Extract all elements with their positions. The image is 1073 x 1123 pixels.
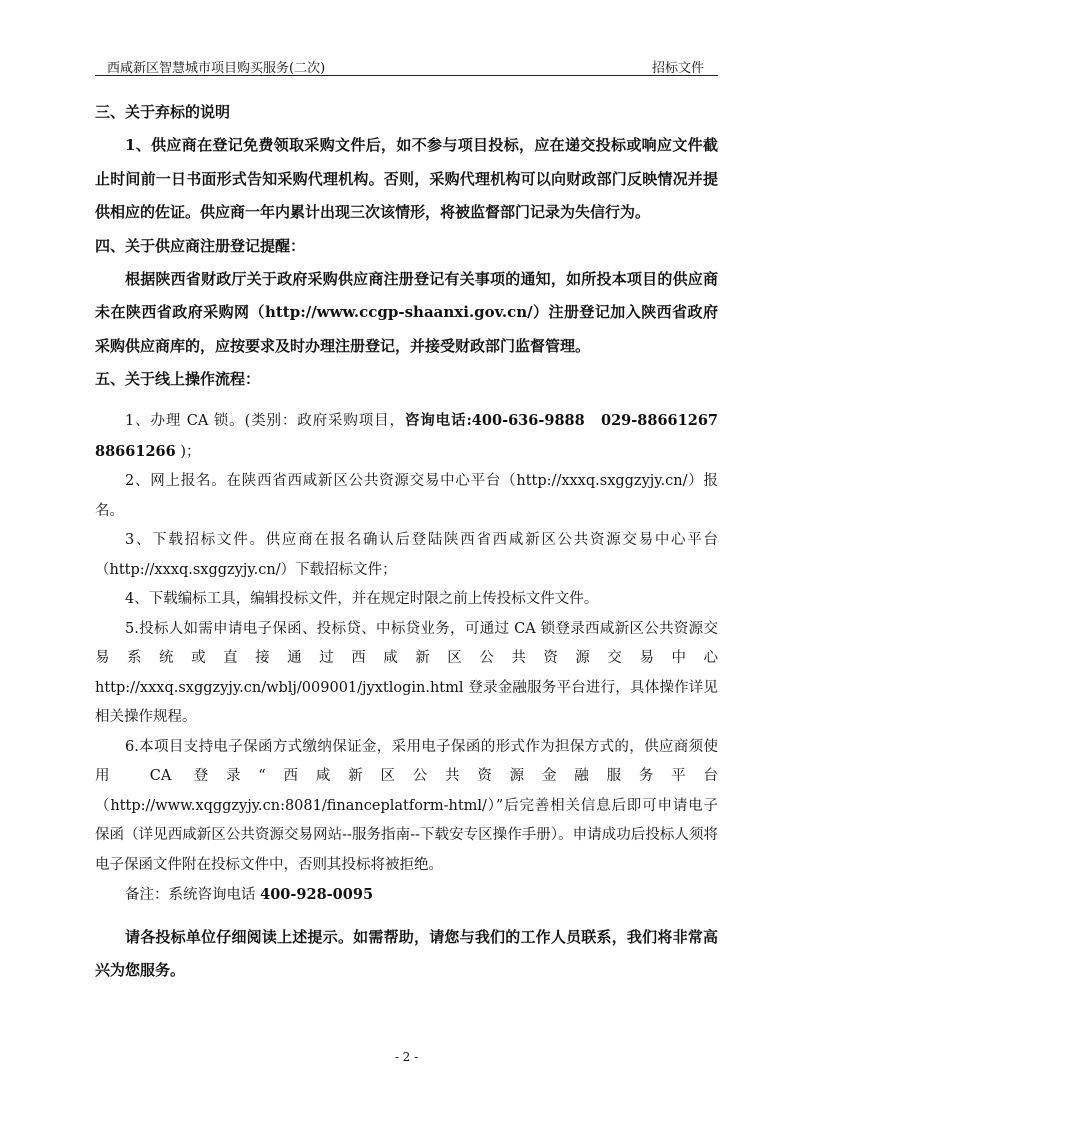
section4-paragraph: 根据陕西省财政厅关于政府采购供应商注册登记有关事项的通知，如所投本项目的供应商未在陕西省政府采购网（http://www.ccgp-shaanxi.gov.cn/）注册登记加入陕西省政府采购供应商库的，应按要求及时办理注册登记，并接受财政部门监督管理。: [95, 269, 718, 355]
page-header: [95, 57, 718, 76]
step-4: 4、下载编标工具，编辑投标文件，并在规定时限之前上传投标文件文件。: [125, 591, 599, 607]
section4-heading: 四、关于供应商注册登记提醒：: [95, 236, 306, 255]
document-body: [95, 96, 733, 988]
section3-heading: 三、关于弃标的说明: [95, 103, 231, 121]
step-5: 5.投标人如需申请电子保函、投标贷、中标贷业务，可通过 CA 锁登录西咸新区公共资源交易系统或直接通过西咸新区公共资源交易中心 http://xxxq.sxggzyjy.cn/wblj/009001/jyxtlogin.html 登录金融服务平台进行，具体操作详见相关操作规程。: [95, 620, 718, 725]
step-1-phones: 咨询电话:400-636-9888 029-88661267 88661266: [95, 412, 733, 460]
note: [95, 880, 718, 911]
step-1-text: 1、办理 CA 锁。(类别：政府采购项目，: [125, 413, 405, 429]
note-phone: 400-928-0095: [260, 886, 374, 903]
note-label: 备注：系统咨询电话: [125, 887, 261, 903]
section3-paragraph: 1、供应商在登记免费领取采购文件后，如不参与项目投标，应在递交投标或响应文件截止时间前一日书面形式告知采购代理机构。否则，采购代理机构可以向财政部门反映情况并提供相应的佐证。供应商一年内累计出现三次该情形，将被监督部门记录为失信行为。: [95, 136, 718, 221]
page-number: - 2 -: [394, 1050, 419, 1064]
step-6: 6.本项目支持电子保函方式缴纳保证金，采用电子保函的形式作为担保方式的，供应商须使用 CA 登录“西咸新区公共资源金融服务平台（http://www.xqggzyjy.cn:8081/financeplatform-html/）”后完善相关信息后即可申请电子保函（详见西咸新区公共资源交易网站--服务指南--下载安专区操作手册）。申请成功后投标人须将电子保函文件附在投标文件中，否则其投标将被拒绝。: [95, 738, 718, 873]
section5-heading: 五、关于线上操作流程：: [95, 370, 261, 388]
header-doc-type: 招标文件: [651, 61, 704, 76]
step-2: 2、网上报名。在陕西省西咸新区公共资源交易中心平台（http://xxxq.sxggzyjy.cn/）报名。: [95, 473, 718, 519]
step-1-end: )；: [175, 443, 201, 460]
header-title: 西咸新区智慧城市项目购买服务(二次): [107, 61, 326, 76]
closing-paragraph: 请各投标单位仔细阅读上述提示。如需帮助，请您与我们的工作人员联系，我们将非常高兴为您服务。: [95, 927, 718, 979]
step-3: 3、下载招标文件。供应商在报名确认后登陆陕西省西咸新区公共资源交易中心平台（http://xxxq.sxggzyjy.cn/）下载招标文件；: [95, 532, 718, 578]
step-1: [95, 406, 733, 467]
